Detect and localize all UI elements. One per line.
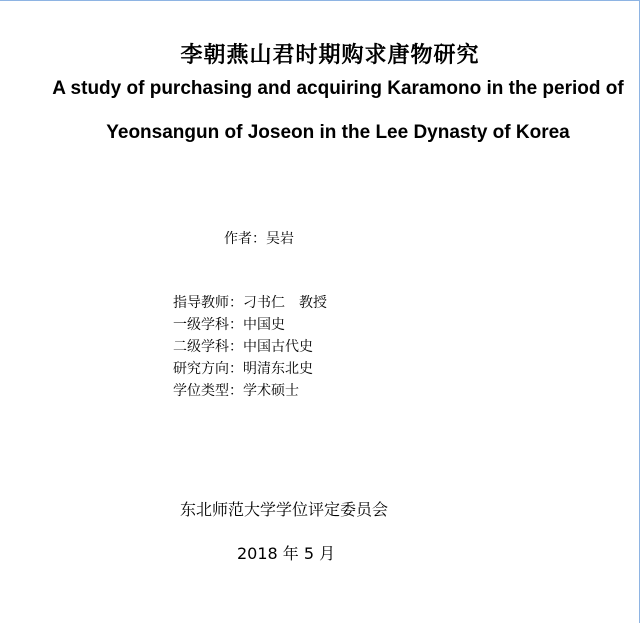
meta-value: 中国古代史: [243, 339, 313, 355]
degree-committee: 东北师范大学学位评定委员会: [180, 500, 389, 519]
meta-row-secondary-discipline: [173, 336, 327, 358]
meta-label: 指导教师：: [173, 295, 243, 311]
meta-value: 明清东北史: [243, 361, 313, 377]
english-title-line-2: Yeonsangun of Joseon in the Lee Dynasty of Korea: [106, 122, 570, 143]
meta-row-advisor: [173, 292, 327, 314]
meta-value: 刁书仁 教授: [243, 295, 327, 311]
thesis-metadata: [173, 292, 327, 402]
author-label: 作者：: [224, 231, 266, 247]
chinese-title: 李朝燕山君时期购求唐物研究: [180, 42, 480, 68]
meta-value: 中国史: [243, 317, 285, 333]
meta-label: 二级学科：: [173, 339, 243, 355]
meta-row-research-direction: [173, 358, 327, 380]
meta-label: 一级学科：: [173, 317, 243, 333]
english-title-line-1: A study of purchasing and acquiring Karamono in the period of: [52, 78, 624, 99]
meta-row-primary-discipline: [173, 314, 327, 336]
meta-label: 研究方向：: [173, 361, 243, 377]
author-name: 吴岩: [266, 231, 294, 247]
author-line: [224, 228, 294, 248]
meta-label: 学位类型：: [173, 383, 243, 399]
meta-value: 学术硕士: [243, 383, 299, 399]
submission-date: 2018 年 5 月: [237, 544, 336, 563]
meta-row-degree-type: [173, 380, 327, 402]
